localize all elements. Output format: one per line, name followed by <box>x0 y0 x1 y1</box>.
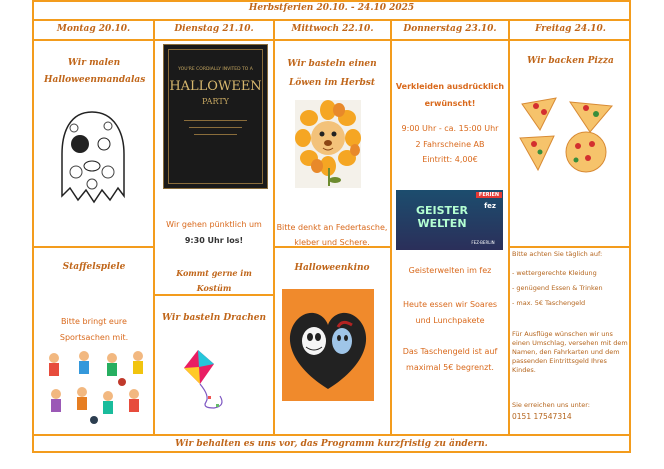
thursday-line2: 2 Fahrscheine AB <box>415 140 485 149</box>
col-divider-3 <box>390 19 392 435</box>
monday-bottom-title: Staffelspiele <box>62 262 126 272</box>
friday-contact-label: Sie erreichen uns unter: <box>512 401 590 409</box>
tuesday-bottom-title: Wir basteln Drachen <box>161 313 267 323</box>
day-header-monday: Montag 20.10. <box>56 24 131 34</box>
col-divider-1 <box>153 19 155 435</box>
friday-title: Wir backen Pizza <box>527 56 614 66</box>
thursday-line3: Eintritt: 4,00€ <box>422 155 478 164</box>
friday-divider <box>508 246 631 248</box>
logo-sub: FEZ-BERLIN <box>471 240 495 245</box>
halloween-movie-image <box>282 289 374 401</box>
halloween-party-poster <box>163 44 268 189</box>
day-header-divider <box>32 39 631 41</box>
tuesday-text1: Wir gehen pünktlich um <box>166 220 262 229</box>
tuesday-time: 9:30 Uhr los! <box>184 236 244 245</box>
monday-divider <box>32 246 154 248</box>
wednesday-top-title: Wir basteln einen Löwen im Herbst <box>287 59 377 88</box>
ghost-mandala-image <box>52 108 132 208</box>
geisterwelten-logo <box>396 190 503 250</box>
pizza-image <box>516 94 620 174</box>
logo-main-text: GEISTER WELTEN <box>415 204 469 230</box>
kite-image <box>180 346 244 412</box>
wednesday-bottom-title: Halloweenkino <box>294 263 370 273</box>
thursday-text3: Das Taschengeld ist auf maximal 5€ begrenzt. <box>402 347 498 372</box>
footer-divider <box>32 434 631 436</box>
header-divider <box>32 19 631 21</box>
friday-info-text: Für Ausflüge wünschen wir uns einen Umschlag, versehen mit dem Namen, den Fahrkarten und dem passenden Eintrittsgeld Ihres Kindes. <box>512 330 628 374</box>
day-header-thursday: Donnerstag 23.10. <box>403 24 497 34</box>
logo-brand: fez <box>484 202 496 210</box>
thursday-line1: 9:00 Uhr - ca. 15:00 Uhr <box>401 124 499 133</box>
day-header-wednesday: Mittwoch 22.10. <box>291 24 374 34</box>
tuesday-text2: Kommt gerne im Kostüm <box>176 268 252 293</box>
relay-games-image <box>42 346 148 426</box>
friday-info-item-3: - max. 5€ Taschengeld <box>512 299 586 307</box>
thursday-text2: Heute essen wir Soares und Lunchpakete <box>402 300 498 325</box>
friday-info-item-2: - genügend Essen & Trinken <box>512 284 603 292</box>
poster-line3: PARTY <box>202 97 229 106</box>
logo-tag: FERIEN <box>476 192 502 198</box>
page-title: Herbstferien 20.10. - 24.10 2025 <box>248 3 415 13</box>
friday-info-item-1: - wettergerechte Kleidung <box>512 269 597 277</box>
monday-bottom-text: Bitte bringt eure Sportsachen mit. <box>59 317 129 342</box>
footer-note: Wir behalten es uns vor, das Programm kurzfristig zu ändern. <box>175 439 488 449</box>
thursday-title: Verkleiden ausdrücklich erwünscht! <box>395 82 505 108</box>
lion-craft-image <box>295 100 361 188</box>
col-divider-4 <box>508 19 510 435</box>
wednesday-top-text: Bitte denkt an Federtasche, kleber und Schere. <box>276 223 388 247</box>
monday-top-title: Wir malen Halloweenmandalas <box>44 58 146 85</box>
day-header-tuesday: Dienstag 21.10. <box>174 24 254 34</box>
poster-line1: YOU'RE CORDIALLY INVITED TO A <box>178 67 253 72</box>
friday-phone: 0151 17547314 <box>512 412 572 421</box>
day-header-friday: Freitag 24.10. <box>535 24 606 34</box>
friday-info-title: Bitte achten Sie täglich auf: <box>512 250 603 258</box>
col-divider-2 <box>273 19 275 435</box>
thursday-text1: Geisterwelten im fez <box>408 266 492 275</box>
poster-line2: HALLOWEEN <box>169 79 262 94</box>
